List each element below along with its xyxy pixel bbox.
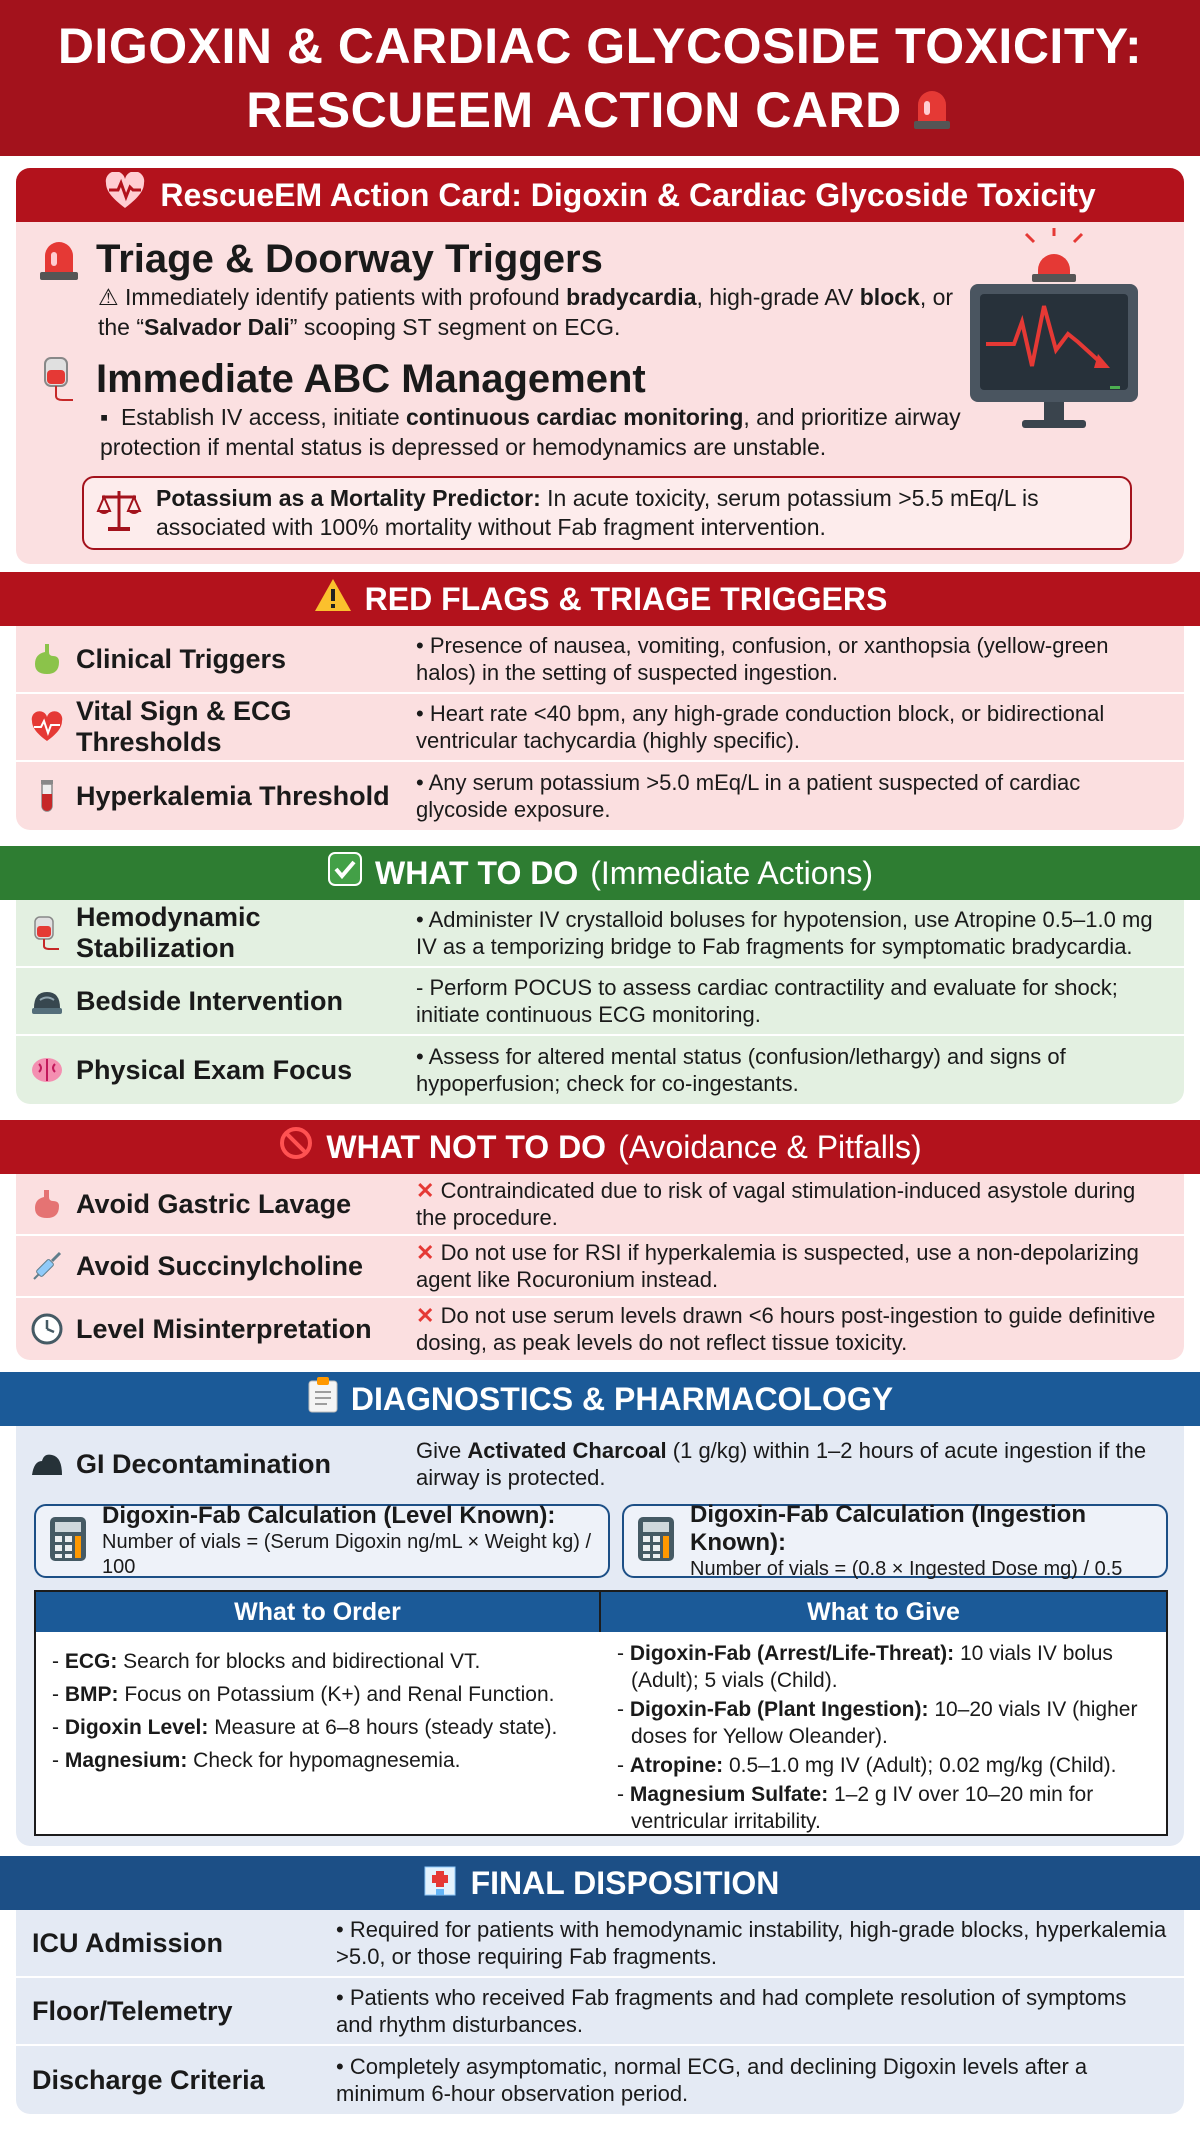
- iv-bag-icon: [30, 916, 64, 950]
- red-flags-banner: [0, 572, 1200, 626]
- prohibited-icon: [278, 1125, 314, 1169]
- list-item: - BMP: Focus on Potassium (K+) and Renal Function.: [52, 1683, 555, 1706]
- hospital-icon: [421, 1861, 459, 1905]
- ecg-monitor-icon: [964, 226, 1144, 451]
- table-header-order: What to Order: [36, 1592, 601, 1632]
- abc-block: [34, 356, 1000, 462]
- list-item: Avoid Succinylcholine ✕ Do not use for RSI if hyperkalemia is suspected, use a non-depolarizing agent like Rocuronium instead.: [16, 1236, 1184, 1298]
- list-item: ICU Admission • Required for patients with hemodynamic instability, high-grade blocks, hyperkalemia >5.0, or those requiring Fab fragments.: [16, 1910, 1184, 1978]
- clipboard-icon: [307, 1376, 339, 1422]
- diagnostics-heading: DIAGNOSTICS & PHARMACOLOGY: [350, 1380, 894, 1417]
- title-line-1: DIGOXIN & CARDIAC GLYCOSIDE TOXICITY:: [57, 18, 1143, 74]
- warning-icon: ⚠: [98, 284, 119, 310]
- what-not-to-do-subheading: (Avoidance & Pitfalls): [618, 1128, 922, 1165]
- charcoal-icon: [30, 1447, 64, 1481]
- list-item: - Digoxin Level: Measure at 6–8 hours (steady state).: [52, 1716, 558, 1739]
- list-item: Physical Exam Focus • Assess for altered mental status (confusion/lethargy) and signs of hypoperfusion; check for co-ingestants.: [16, 1036, 1184, 1104]
- check-icon: [327, 851, 363, 895]
- ultrasound-probe-icon: [30, 984, 64, 1018]
- disposition-heading: FINAL DISPOSITION: [470, 1864, 780, 1901]
- siren-icon: [910, 82, 954, 146]
- title-line-2: RESCUEEM ACTION CARD: [246, 82, 902, 138]
- give-cell: [601, 1632, 1166, 1845]
- list-item: Hemodynamic Stabilization • Administer IV crystalloid boluses for hypotension, use Atropine 0.5–1.0 mg IV as a temporizing bridge to Fab fragments for symptomatic bradycardia.: [16, 900, 1184, 968]
- page-title: [0, 0, 1200, 156]
- disposition-banner: [0, 1856, 1200, 1910]
- cross-icon: ✕: [416, 1178, 435, 1203]
- warning-icon: [313, 577, 353, 621]
- heart-pulse-icon: [30, 710, 64, 744]
- list-item: - ECG: Search for blocks and bidirectional VT.: [52, 1650, 481, 1673]
- what-to-do-subheading: (Immediate Actions): [590, 854, 873, 891]
- what-not-to-do-heading: WHAT NOT TO DO: [326, 1128, 607, 1165]
- siren-icon: [34, 236, 84, 282]
- list-item: - Magnesium Sulfate: 1–2 g IV over 10–20 min for ventricular irritability.: [617, 1783, 1094, 1833]
- disposition-list: [16, 1910, 1184, 2114]
- list-item: Hyperkalemia Threshold • Any serum potassium >5.0 mEq/L in a patient suspected of cardiac glycoside exposure.: [16, 762, 1184, 830]
- order-cell: [36, 1632, 601, 1845]
- cross-icon: ✕: [416, 1240, 435, 1265]
- calculator-icon: [636, 1515, 676, 1568]
- list-item: Vital Sign & ECG Thresholds • Heart rate <40 bpm, any high-grade conduction block, or bidirectional ventricular tachycardia (highly specific).: [16, 694, 1184, 762]
- test-tube-icon: [30, 779, 64, 813]
- scale-icon: [96, 487, 142, 540]
- brain-icon: [30, 1053, 64, 1087]
- order-give-table: [34, 1590, 1168, 1836]
- syringe-icon: [30, 1249, 64, 1283]
- list-item: Bedside Intervention - Perform POCUS to assess cardiac contractility and evaluate for shock; initiate continuous ECG monitoring.: [16, 968, 1184, 1036]
- stomach-icon: [30, 1187, 64, 1221]
- list-item: Floor/Telemetry • Patients who received Fab fragments and had complete resolution of symptoms and rhythm disturbances.: [16, 1978, 1184, 2046]
- action-card: [16, 168, 1184, 564]
- red-flags-heading: RED FLAGS & TRIAGE TRIGGERS: [364, 580, 888, 617]
- table-header-give: What to Give: [601, 1592, 1166, 1632]
- iv-bag-icon: [34, 356, 84, 402]
- what-not-to-do-list: [16, 1174, 1184, 1360]
- what-to-do-banner: [0, 846, 1200, 900]
- list-item: Level Misinterpretation ✕ Do not use serum levels drawn <6 hours post-ingestion to guide definitive dosing, as peak levels do not reflect tissue toxicity.: [16, 1298, 1184, 1360]
- what-to-do-heading: WHAT TO DO: [375, 854, 579, 891]
- action-card-heading: RescueEM Action Card: Digoxin & Cardiac Glycoside Toxicity: [160, 176, 1096, 213]
- potassium-note: [82, 476, 1132, 550]
- diagnostics-banner: [0, 1372, 1200, 1426]
- list-item: - Digoxin-Fab (Plant Ingestion): 10–20 vials IV (higher doses for Yellow Oleander).: [617, 1698, 1138, 1748]
- diagnostics-panel: [16, 1426, 1184, 1846]
- stomach-icon: [30, 642, 64, 676]
- gi-decontamination-row: GI Decontamination Give Activated Charcoal (1 g/kg) within 1–2 hours of acute ingestion if the airway is protected.: [16, 1430, 1184, 1498]
- triage-title: Triage & Doorway Triggers: [96, 236, 603, 281]
- action-card-header: [16, 168, 1184, 222]
- calc-ingestion-known: Digoxin-Fab Calculation (Ingestion Known): Number of vials = (0.8 × Ingested Dose mg) / 0.5: [622, 1504, 1168, 1578]
- list-item: Clinical Triggers • Presence of nausea, vomiting, confusion, or xanthopsia (yellow-green halos) in the setting of suspected ingestion.: [16, 626, 1184, 694]
- abc-text: ▪ Establish IV access, initiate continuous cardiac monitoring, and prioritize airway protection if mental status is depressed or hemodynamics are unstable.: [100, 404, 961, 460]
- list-item: Discharge Criteria • Completely asymptomatic, normal ECG, and declining Digoxin levels after a minimum 6-hour observation period.: [16, 2046, 1184, 2114]
- what-to-do-list: [16, 900, 1184, 1104]
- list-item: Avoid Gastric Lavage ✕ Contraindicated due to risk of vagal stimulation-induced asystole during the procedure.: [16, 1174, 1184, 1236]
- list-item: - Atropine: 0.5–1.0 mg IV (Adult); 0.02 mg/kg (Child).: [617, 1754, 1117, 1777]
- triage-text: ⚠ Immediately identify patients with profound bradycardia, high-grade AV block, or the “Salvador Dali” scooping ST segment on ECG.: [98, 284, 954, 340]
- potassium-note-text: Potassium as a Mortality Predictor: In acute toxicity, serum potassium >5.5 mEq/L is associated with 100% mortality without Fab fragment intervention.: [156, 485, 1039, 540]
- list-item: - Digoxin-Fab (Arrest/Life-Threat): 10 vials IV bolus (Adult); 5 vials (Child).: [617, 1642, 1113, 1692]
- cross-icon: ✕: [416, 1303, 435, 1328]
- red-flags-list: [16, 626, 1184, 830]
- heart-pulse-icon: [104, 172, 146, 218]
- clock-icon: [30, 1312, 64, 1346]
- abc-title: Immediate ABC Management: [96, 356, 646, 401]
- list-item: - Magnesium: Check for hypomagnesemia.: [52, 1749, 461, 1772]
- calc-level-known: Digoxin-Fab Calculation (Level Known): Number of vials = (Serum Digoxin ng/mL × Weight kg) / 100: [34, 1504, 610, 1578]
- calculator-icon: [48, 1515, 88, 1568]
- what-not-to-do-banner: [0, 1120, 1200, 1174]
- triage-block: [34, 236, 958, 342]
